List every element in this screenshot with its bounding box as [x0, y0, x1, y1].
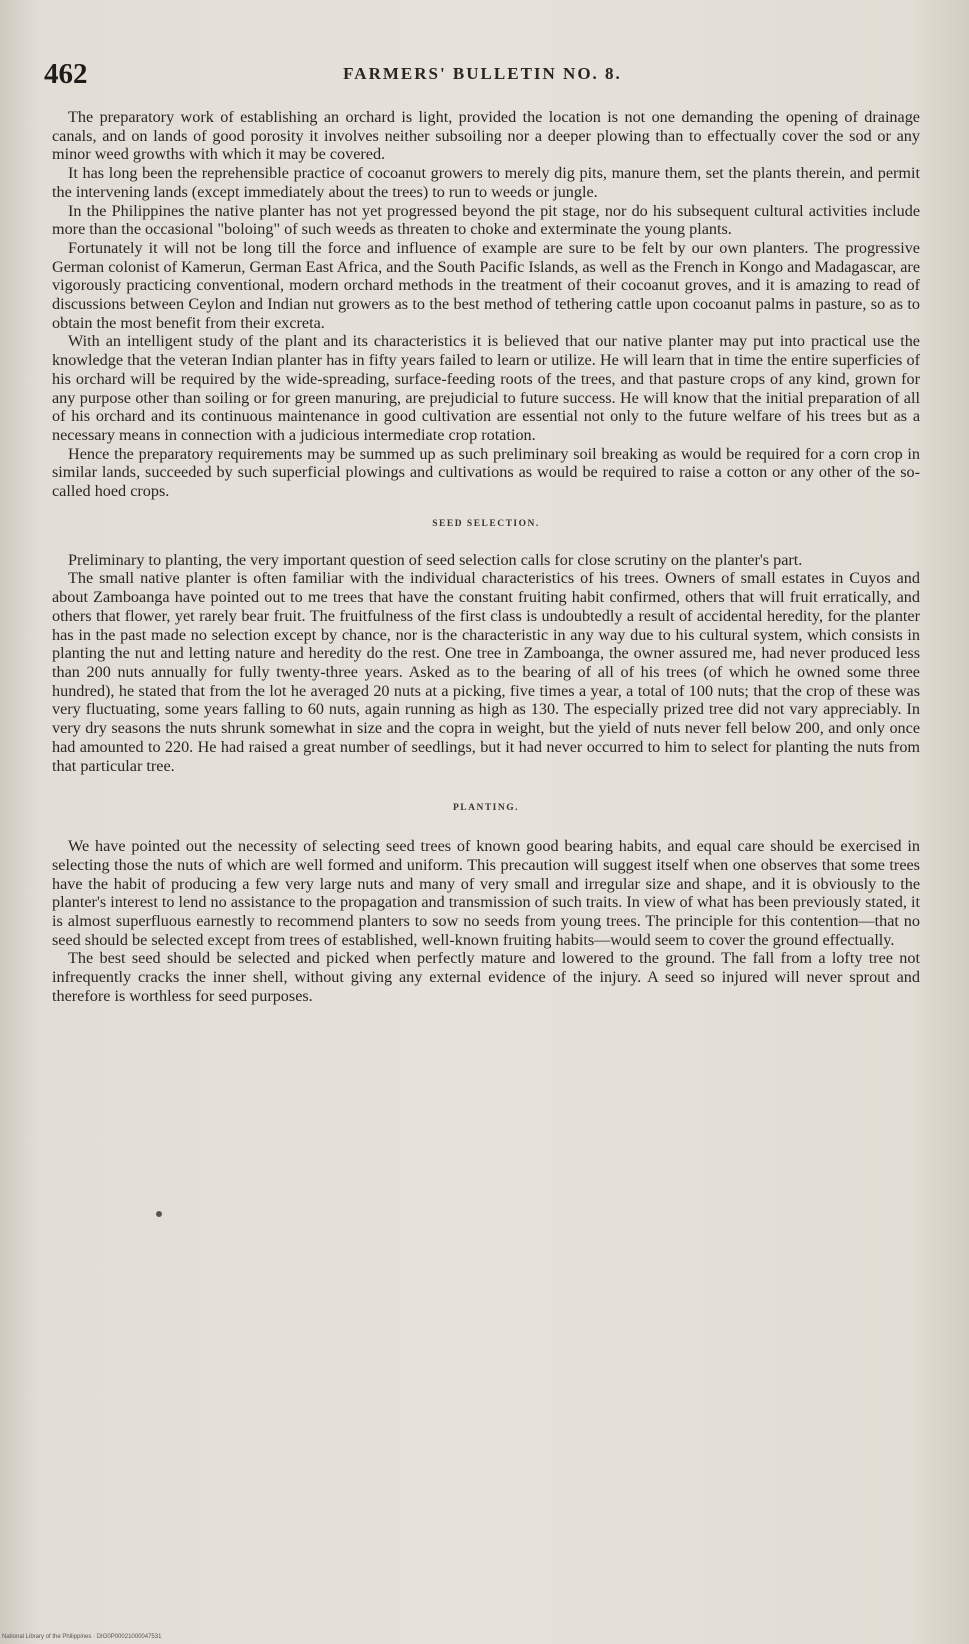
page-number: 462: [44, 58, 88, 90]
paragraph: The best seed should be selected and picked when perfectly mature and lowered to the ground. The fall from a lofty tree not infrequently cracks the inner shell, without giving any external evidence of the injury. A seed so injured will never sprout and therefore is worthless for seed purposes.: [52, 949, 920, 1005]
section-heading-seed-selection: SEED SELECTION.: [432, 518, 540, 529]
running-head: FARMERS' BULLETIN NO. 8.: [343, 64, 622, 83]
scan-credit: National Library of the Philippines · DIG0P00021000047531: [2, 1634, 162, 1640]
page-header: [44, 58, 921, 98]
paragraph: The small native planter is often familiar with the individual characteristics of his trees. Owners of small estates in Cuyos and about Zamboanga have pointed out to me trees that have the constant fruiting habit confirmed, others that will fruit erratically, and others that flower, yet rarely bear fruit. The fruitfulness of the first class is undoubtedly a result of accidental heredity, for the planter has in the past made no selection except by chance, nor is the characteristic in any way due to his cultural system, which consists in planting the nut and letting nature and heredity do the rest. One tree in Zamboanga, the owner assured me, had never produced less than 200 nuts annually for fully twenty-three years. Asked as to the bearing of all of his trees (of which he owned some three hundred), he stated that from the lot he averaged 20 nuts at a picking, five times a year, a total of 100 nuts; that the crop of these was very fluctuating, some years falling to 60 nuts, again running as high as 130. The especially prized tree did not vary appreciably. In very dry seasons the nuts shrunk somewhat in size and the copra in weight, but the yield of nuts never fell below 200, and only once had amounted to 220. He had raised a great number of seedlings, but it had never occurred to him to select for planting the nuts from that particular tree.: [52, 569, 920, 775]
paragraph: It has long been the reprehensible practice of cocoanut growers to merely dig pits, manure them, set the plants therein, and permit the intervening lands (except immediately about the trees) to run to weeds or jungle.: [52, 164, 920, 201]
paragraph: Hence the preparatory requirements may be summed up as such preliminary soil breaking as would be required for a corn crop in similar lands, succeeded by such superficial plowings and cultivations as would be required to raise a cotton or any other of the so-called hoed crops.: [52, 444, 920, 501]
paragraph: Fortunately it will not be long till the force and influence of example are sure to be felt by our own planters. The progressive German colonist of Kamerun, German East Africa, and the South Pacific Islands, as well as the French in Kongo and Madagascar, are vigorously practicing conventional, modern orchard methods in the treatment of their cocoanut groves, and it is amazing to read of discussions between Ceylon and Indian nut growers as to the best method of tethering cattle upon cocoanut palms in pasture, so as to obtain the most benefit from their excreta.: [52, 238, 920, 332]
paragraph: The preparatory work of establishing an orchard is light, provided the location is not one demanding the opening of drainage canals, and on lands of good porosity it involves neither subsoiling nor a deeper plowing than to effectually cover the sod or any minor weed growths with which it may be covered.: [52, 108, 920, 164]
ink-dot: [156, 1211, 162, 1217]
body-text: [52, 108, 920, 1006]
paragraph: In the Philippines the native planter has not yet progressed beyond the pit stage, nor do his subsequent cultural activities include more than the occasional "boloing" of such weeds as threaten to choke and exterminate the young plants.: [52, 201, 920, 239]
paragraph: With an intelligent study of the plant and its characteristics it is believed that our native planter may put into practical use the knowledge that the veteran Indian planter has in fifty years failed to learn or utilize. He will learn that in time the entire superficies of his orchard will be required by the wide-spreading, surface-feeding roots of the trees, and that pasture crops of any kind, grown for any purpose other than soiling or for green manuring, are prejudicial to future success. He will know that the initial preparation of all of his orchard and its continuous maintenance in good cultivation are essential not only to the future welfare of his trees but as a necessary means in connection with a judicious intermediate crop rotation.: [52, 332, 920, 444]
paragraph: Preliminary to planting, the very important question of seed selection calls for close scrutiny on the planter's part.: [68, 550, 803, 569]
section-heading-planting: PLANTING.: [452, 803, 520, 814]
paragraph: We have pointed out the necessity of selecting seed trees of known good bearing habits, and equal care should be exercised in selecting those the nuts of which are well formed and uniform. This precaution will suggest itself when one observes that some trees have the habit of producing a few very large nuts and many of very small and irregular size and shape, and it is obviously to the planter's interest to lend no assistance to the propagation and transmission of such traits. In view of what has been previously stated, it is almost superfluous earnestly to recommend planters to sow no seeds from young trees. The principle for this contention—that no seed should be selected except from trees of established, well-known fruiting habits—would seem to cover the ground effectually.: [52, 837, 920, 949]
